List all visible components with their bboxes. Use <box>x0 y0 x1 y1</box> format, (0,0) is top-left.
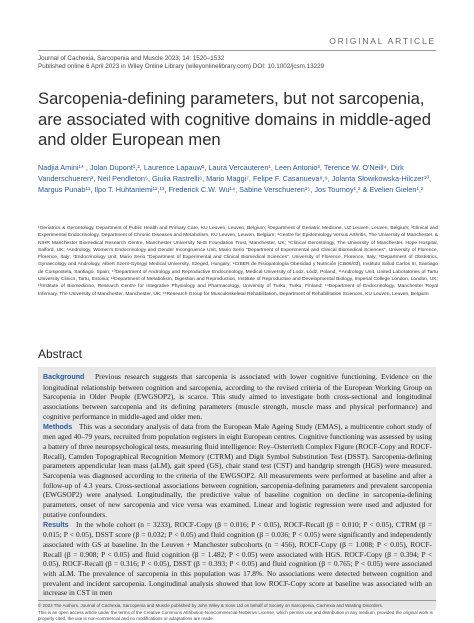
author-names[interactable]: Nadjia Amini¹* , Jolan Dupont¹,², Laurence Lapauw¹, Laura Vercauteren¹, Leen Antonio³, Terence W. O'Neill⁴, Dirk Vanderschueren³, Neil Pendleton⁵, Giulia Rastrelli⁶, Mario Maggi⁷, Felipe F. Casanueva⁸,⁹, Jolanta Słowikowska-Hilczer¹⁰, Margus Punab¹¹, Ilpo T. Huhtaniemi¹²,¹³, Frederick C.W. Wu¹⁴, Sabine Verschueren¹⁵, Jos Tournoy¹,² & Evelien Gielen¹,² <box>38 163 432 194</box>
license-notice: This is an open access article under the terms of the Creative Commons Attribution-NonCommercial-NoDerivs License, which permits use and distribution in any medium, provided the original work is properly cited, the use is non-commercial and no modifications or adaptations are made. <box>38 610 433 621</box>
background-text: Previous research suggests that sarcopenia is associated with lower cognitive functioning. Evidence on the longitudinal relationship between cognition and sarcopenia, according to the revised criteria of the European Working Group on Sarcopenia in Older People (EWGSOP2), is scarce. This study aimed to investigate both cross-sectional and longitudinal associations between sarcopenia and its defining parameters (muscle strength, muscle mass and physical performance) and cognitive performance in middle-aged and older men. <box>43 372 432 421</box>
article-title: Sarcopenia-defining parameters, but not sarcopenia, are associated with cognitive domains in middle-aged and older European men <box>38 89 431 149</box>
abstract-heading: Abstract <box>38 347 83 361</box>
author-list[interactable] <box>38 162 438 195</box>
background-label: Background <box>43 373 85 381</box>
abstract-body <box>43 372 432 598</box>
page-footer <box>38 603 436 623</box>
journal-citation: Journal of Cachexia, Sarcopenia and Muscle 2023; 14: 1520–1532 <box>38 55 225 62</box>
results-text: In the whole cohort (n = 3233), ROCF-Copy (β = 0.016; P < 0.05), ROCF-Recall (β = 0.010; P < 0.05), CTRM (β = 0.015; P < 0.05), DSST score (β = 0.032; P < 0.05) and fluid cognition (β = 0.036; P < 0.05) were significantly and independently associated with GS at baseline. In the Leuven + Manchester subcohorts (n = 456), ROCF-Copy (β = 1.008; P < 0.05), ROCF-Recall (β = 0.908; P < 0.05) and fluid cognition (β = 1.482; P < 0.05) were associated with HGS. ROCF-Copy (β = 0.394; P < 0.05), ROCF-Recall (β = 0.316; P < 0.05), DSST (β = 0.393; P < 0.05) and fluid cognition (β = 0.765; P < 0.05) were associated with aLM. The prevalence of sarcopenia in this population was 17.8%. No associations were detected between cognition and prevalent and incident sarcopenia. Longitudinal analysis showed that low ROCF-Copy score at baseline was associated with an increase in CST in men <box>43 519 433 598</box>
abstract-background <box>43 372 432 422</box>
publication-info: Published online 6 April 2023 in Wiley Online Library (wileyonlinelibrary.com) DOI: 10.1002/jcsm.13229 <box>38 63 325 70</box>
abstract-methods <box>43 422 432 520</box>
results-label: Results <box>43 520 69 529</box>
author-affiliations: ¹Geriatrics & Gerontology, Department of Public Health and Primary Care, KU Leuven, Leuven, Belgium; ²Department of Geriatric Medicine, UZ Leuven, Leuven, Belgium; ³Clinical and Experimental Endocrinology, Department of Chronic Diseases and Metabolism, KU Leuven, Leuven, Belgium; ⁴Centre for Epidemiology Versus Arthritis, The University of Manchester, & NIHR Manchester Biomedical Research Centre, Manchester University NHS Foundation Trust, Manchester, UK; ⁵Clinical Gerontology, The University of Manchester, Hope Hospital, Salford, UK; ⁶Andrology, Women's Endocrinology and Gender Incongruence Unit, Mario Serio "Department of Experimental and Clinical Biomedical Sciences", University of Florence, Florence, Italy; ⁷Endocrinology Unit, Mario Serio "Department of Experimental and Clinical Biomedical Sciences", University of Florence, Florence, Italy; ⁸Department of Obstetrics, Gynaecology and Andrology, Albert Szent-Györgyi Medical University, Szeged, Hungary; ⁹CIBER de Fisiopatología Obesidad y Nutrición (CB06/03), Instituto Salud Carlos III, Santiago de Compostela, Santiago, Spain; ¹⁰Department of Andrology and Reproductive Endocrinology, Medical University of Lodz, Łódź, Poland; ¹¹Andrology Unit, United Laboratories of Tartu University Clinics, Tartu, Estonia; ¹²Department of Metabolism, Digestion and Reproduction, Institute of Reproductive and Developmental Biology, Imperial College London, London, UK; ¹³Institute of Biomedicine, Research Centre for Integrative Physiology and Pharmacology, University of Turku, Turku, Finland; ¹⁴Department of Endocrinology, Manchester Royal Infirmary, The University of Manchester, Manchester, UK; ¹⁵Research Group for Musculoskeletal Rehabilitation, Department of Rehabilitation Sciences, KU Leuven, Leuven, Belgium <box>38 226 438 297</box>
footer-divider <box>38 600 436 601</box>
abstract-box <box>38 367 436 610</box>
methods-label: Methods <box>43 422 73 431</box>
abstract-results <box>43 520 432 599</box>
methods-text: This was a secondary analysis of data from the European Male Ageing Study (EMAS), a multicentre cohort study of men aged 40–79 years, recruited from population registers in eight European centres. Cognitive functioning was assessed by using a battery of three neuropsychological tests, measuring fluid intelligence: Rey–Osterrieth Complex Figure (ROCF-Copy and ROCF-Recall), Camden Topographical Recognition Memory (CTRM) and Digit Symbol Substitution Test (DSST). Sarcopenia-defining parameters appendicular lean mass (aLM), gait speed (GS), chair stand test (CST) and handgrip strength (HGS) were measured. Sarcopenia was diagnosed according to the criteria of the EWGSOP2. All measurements were performed at baseline and after a follow-up of 4.3 years. Cross-sectional associations between cognition, sarcopenia-defining parameters and prevalent sarcopenia (EWGSOP2) were analysed. Longitudinally, the predictive value of baseline cognition on decline in sarcopenia-defining parameters, onset of new sarcopenia and vice versa was examined. Linear and logistic regression were used and adjusted for putative confounders. <box>43 421 432 519</box>
copyright-notice: © 2023 The Authors. Journal of Cachexia, Sarcopenia and Muscle published by John Wiley & Sons Ltd on behalf of Society on Sarcopenia, Cachexia and Wasting Disorders. <box>38 603 384 608</box>
header-divider <box>38 50 436 51</box>
article-type-label: ORIGINAL ARTICLE <box>329 36 436 46</box>
